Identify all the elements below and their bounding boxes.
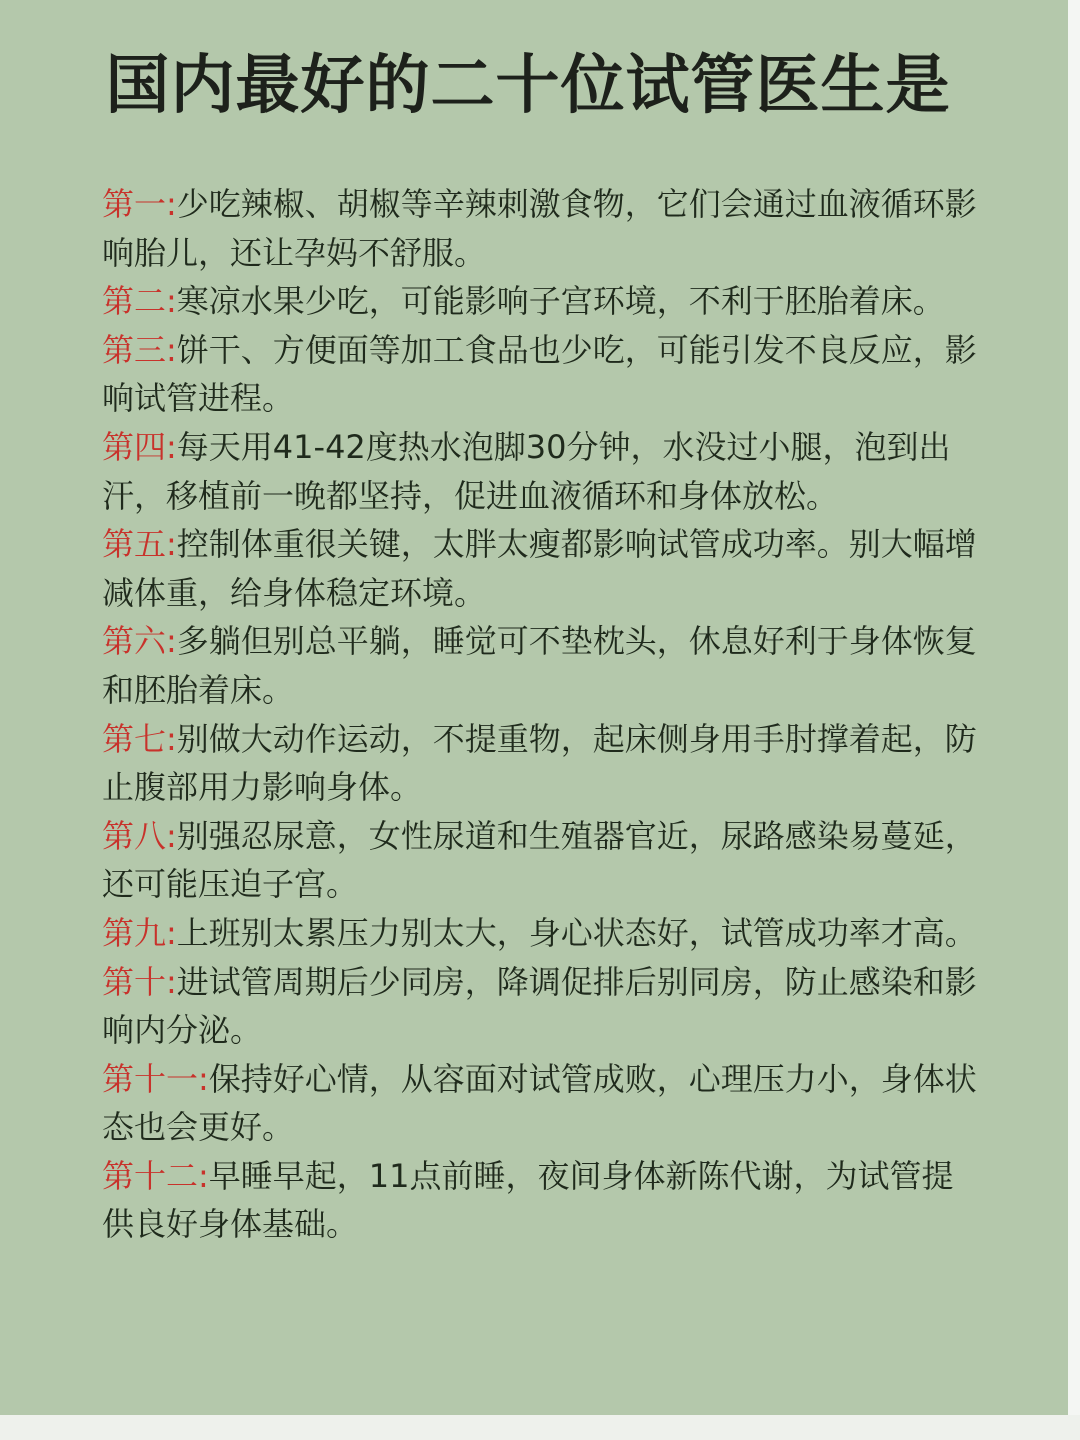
list-item: [102, 812, 982, 909]
list-item: [102, 520, 982, 617]
item-label: 第二:: [102, 282, 177, 321]
tips-list: [102, 180, 982, 1249]
item-text: 每天用41-42度热水泡脚30分钟，水没过小腿，泡到出汗，移植前一晚都坚持，促进血液循环和身体放松。: [102, 427, 951, 515]
item-text: 别做大动作运动，不提重物，起床侧身用手肘撑着起，防止腹部用力影响身体。: [102, 719, 977, 807]
item-label: 第一:: [102, 185, 177, 223]
item-label: 第十:: [102, 962, 177, 1001]
list-item: [102, 715, 982, 812]
item-text: 早睡早起，11点前睡，夜间身体新陈代谢，为试管提供良好身体基础。: [102, 1156, 954, 1244]
item-text: 饼干、方便面等加工食品也少吃，可能引发不良反应，影响试管进程。: [102, 330, 977, 418]
list-item: [102, 326, 982, 423]
item-text: 进试管周期后少同房，降调促排后别同房，防止感染和影响内分泌。: [102, 962, 977, 1050]
item-text: 上班别太累压力别太大，身心状态好，试管成功率才高。: [176, 913, 977, 952]
item-label: 第六:: [102, 622, 177, 661]
item-text: 寒凉水果少吃，可能影响子宫环境，不利于胚胎着床。: [176, 282, 945, 321]
item-text: 保持好心情，从容面对试管成败，心理压力小，身体状态也会更好。: [102, 1059, 977, 1147]
item-label: 第三:: [102, 330, 177, 369]
item-label: 第九:: [102, 913, 177, 952]
item-text: 多躺但别总平躺，睡觉可不垫枕头，休息好利于身体恢复和胚胎着床。: [102, 622, 977, 709]
item-text: 别强忍尿意，女性尿道和生殖器官近，尿路感染易蔓延，还可能压迫子宫。: [102, 816, 977, 904]
item-label: 第四:: [102, 427, 177, 466]
list-item: [102, 180, 982, 277]
item-text: 少吃辣椒、胡椒等辛辣刺激食物，它们会通过血液循环影响胎儿，还让孕妈不舒服。: [102, 185, 977, 272]
bottom-margin-strip: [0, 1415, 1080, 1440]
item-label: 第七:: [102, 719, 177, 758]
list-item: [102, 1152, 982, 1249]
item-label: 第十一:: [102, 1059, 209, 1098]
item-label: 第五:: [102, 525, 177, 564]
list-item: [102, 277, 982, 326]
list-item: [102, 909, 982, 958]
list-item: [102, 423, 982, 520]
page-title: 国内最好的二十位试管医生是: [105, 49, 951, 123]
item-text: 控制体重很关键，太胖太瘦都影响试管成功率。别大幅增减体重，给身体稳定环境。: [102, 525, 977, 612]
list-item: [102, 1055, 982, 1152]
list-item: [102, 958, 982, 1055]
list-item: [102, 617, 982, 714]
item-label: 第八:: [102, 816, 177, 855]
item-label: 第十二:: [102, 1156, 209, 1195]
